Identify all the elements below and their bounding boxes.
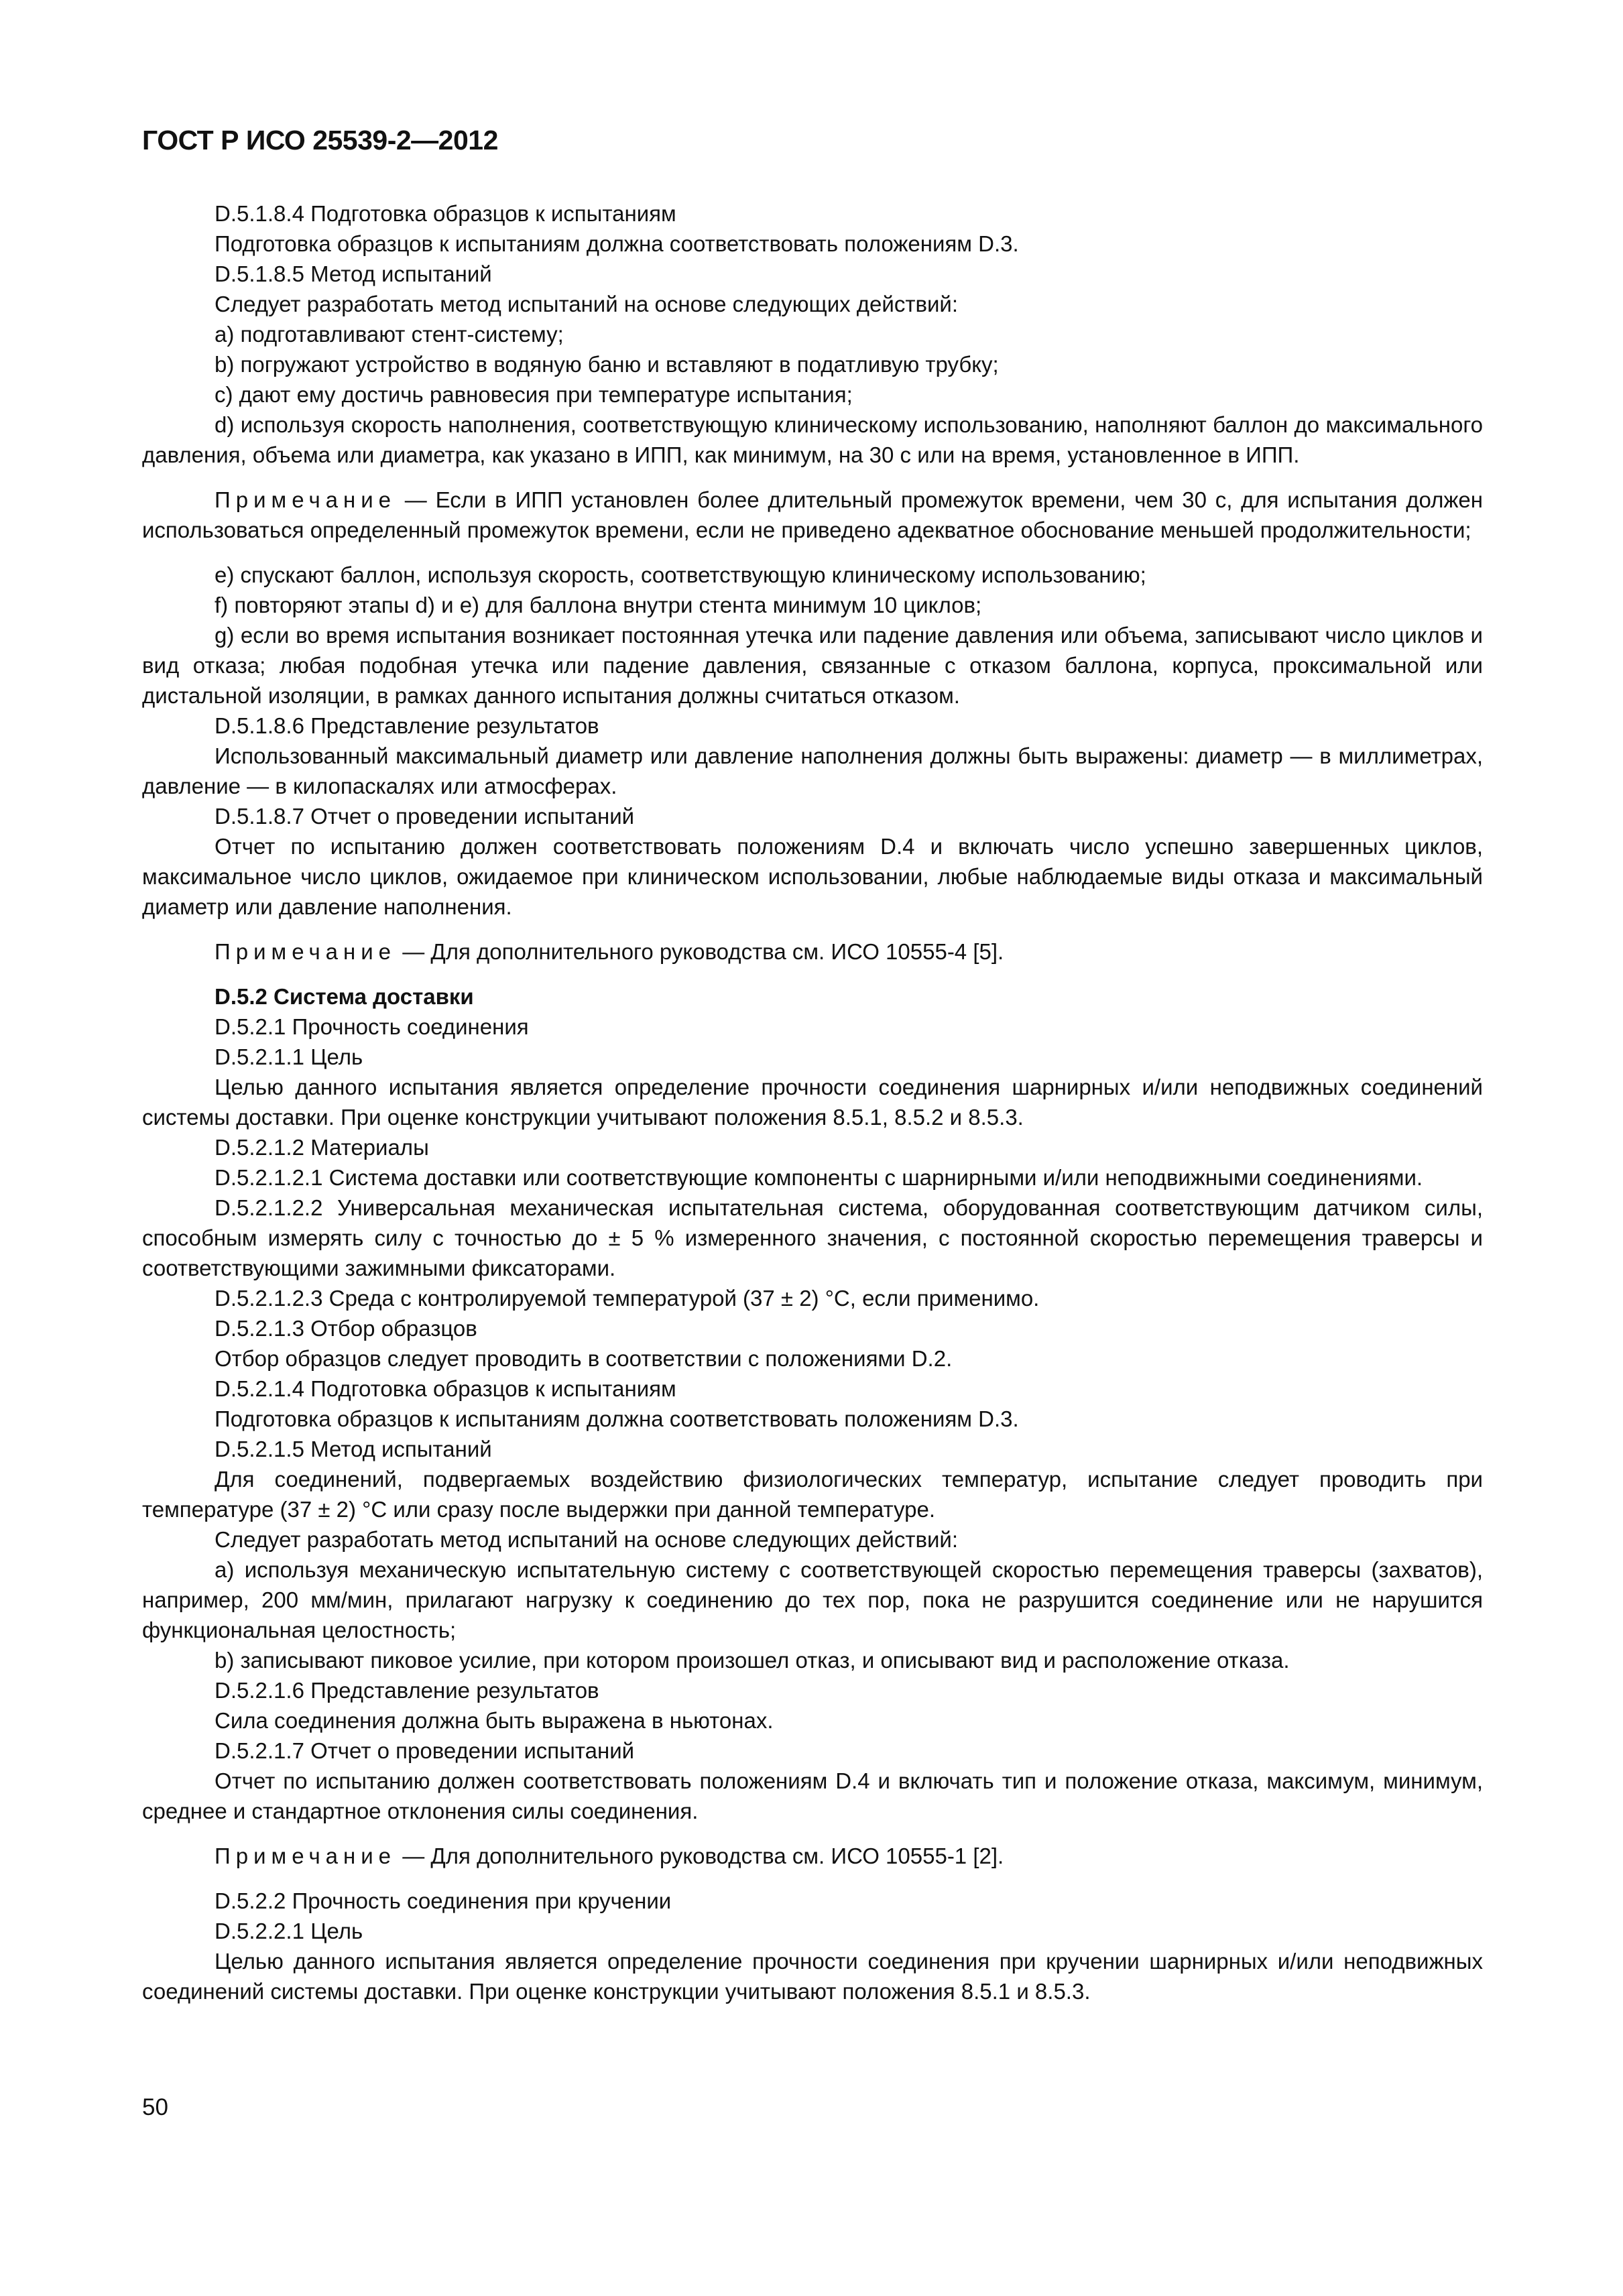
paragraph: Подготовка образцов к испытаниям должна соответствовать положениям D.3. bbox=[215, 231, 1019, 256]
list-item: e) спускают баллон, используя скорость, соответствующую клиническому использованию; bbox=[215, 562, 1146, 587]
paragraph: Подготовка образцов к испытаниям должна соответствовать положениям D.3. bbox=[215, 1406, 1019, 1431]
clause-heading: D.5.2.1.5 Метод испытаний bbox=[215, 1437, 492, 1461]
clause-heading: D.5.2.1.3 Отбор образцов bbox=[215, 1316, 477, 1341]
paragraph: D.5.2.1.2.2 Универсальная механическая испытательная система, оборудованная соответствующим датчиком силы, способным измерять силу с точностью до ± 5 % измеренного значения, с постоянной скоростью перемещения траверсы и соответствующими зажимными фиксаторами. bbox=[142, 1195, 1483, 1280]
paragraph: Отчет по испытанию должен соответствовать положениям D.4 и включать тип и положение отказа, максимум, минимум, среднее и стандартное отклонения силы соединения. bbox=[142, 1768, 1483, 1823]
paragraph: Следует разработать метод испытаний на основе следующих действий: bbox=[215, 1527, 959, 1552]
paragraph: Использованный максимальный диаметр или давление наполнения должны быть выражены: диаметр — в миллиметрах, давление — в килопаскалях или атмосферах. bbox=[142, 743, 1483, 798]
list-item: b) записывают пиковое усилие, при котором произошел отказ, и описывают вид и расположение отказа. bbox=[215, 1648, 1290, 1673]
list-item: g) если во время испытания возникает постоянная утечка или падение давления или объема, записывают число циклов и вид отказа; любая подобная утечка или падение давления, связанные с отказом баллона, корпуса, проксимальной или дистальной изоляции, в рамках данного испытания должны считаться отказом. bbox=[142, 623, 1483, 708]
note-label: Примечание bbox=[215, 1844, 397, 1868]
list-item: a) используя механическую испытательную систему с соответствующей скоростью перемещения траверсы (захватов), например, 200 мм/мин, прилагают нагрузку к соединению до тех пор, пока не разрушится соединение или не нарушится функциональная целостность; bbox=[142, 1557, 1483, 1642]
paragraph: Для соединений, подвергаемых воздействию физиологических температур, испытание следует проводить при температуре (37 ± 2) °C или сразу после выдержки при данной температуре. bbox=[142, 1467, 1483, 1522]
paragraph: Целью данного испытания является определение прочности соединения при кручении шарнирных и/или неподвижных соединений системы доставки. При оценке конструкции учитывают положения 8.5.1 и 8.5.3. bbox=[142, 1949, 1483, 2004]
list-item: a) подготавливают стент-систему; bbox=[215, 322, 564, 347]
note-text: — Для дополнительного руководства см. ИСО 10555-4 [5]. bbox=[402, 939, 1004, 964]
note-paragraph bbox=[142, 1841, 1483, 1871]
clause-heading: D.5.2.2 Прочность соединения при кручении bbox=[215, 1888, 672, 1913]
paragraph: D.5.2.1.2.1 Система доставки или соответствующие компоненты с шарнирными и/или неподвижными соединениями. bbox=[215, 1165, 1423, 1190]
note-label: Примечание bbox=[215, 487, 397, 512]
clause-heading: D.5.2.1.1 Цель bbox=[215, 1044, 363, 1069]
page-number: 50 bbox=[142, 2094, 168, 2120]
document-body bbox=[142, 198, 1483, 2006]
clause-heading: D.5.1.8.6 Представление результатов bbox=[215, 713, 599, 738]
section-heading: D.5.2 Система доставки bbox=[215, 984, 474, 1009]
paragraph: Следует разработать метод испытаний на основе следующих действий: bbox=[215, 292, 959, 316]
list-item: c) дают ему достичь равновесия при температуре испытания; bbox=[215, 382, 853, 407]
paragraph: Отбор образцов следует проводить в соответствии с положениями D.2. bbox=[215, 1346, 953, 1371]
list-item: f) повторяют этапы d) и e) для баллона внутри стента минимум 10 циклов; bbox=[215, 593, 982, 617]
paragraph: D.5.2.1.2.3 Среда с контролируемой температурой (37 ± 2) °C, если применимо. bbox=[215, 1286, 1040, 1311]
clause-heading: D.5.2.1.4 Подготовка образцов к испытаниям bbox=[215, 1376, 676, 1401]
note-label: Примечание bbox=[215, 939, 397, 964]
note-paragraph bbox=[142, 485, 1483, 545]
clause-heading: D.5.2.1.6 Представление результатов bbox=[215, 1678, 599, 1703]
paragraph: Сила соединения должна быть выражена в ньютонах. bbox=[215, 1708, 774, 1733]
standard-header: ГОСТ Р ИСО 25539-2—2012 bbox=[142, 125, 498, 156]
note-paragraph bbox=[142, 936, 1483, 967]
clause-heading: D.5.2.1 Прочность соединения bbox=[215, 1014, 529, 1039]
clause-heading: D.5.1.8.4 Подготовка образцов к испытаниям bbox=[215, 201, 676, 226]
clause-heading: D.5.2.2.1 Цель bbox=[215, 1919, 363, 1943]
paragraph: Целью данного испытания является определение прочности соединения шарнирных и/или неподвижных соединений системы доставки. При оценке конструкции учитывают положения 8.5.1, 8.5.2 и 8.5.3. bbox=[142, 1075, 1483, 1130]
clause-heading: D.5.1.8.5 Метод испытаний bbox=[215, 261, 492, 286]
clause-heading: D.5.2.1.7 Отчет о проведении испытаний bbox=[215, 1738, 635, 1763]
list-item: d) используя скорость наполнения, соответствующую клиническому использованию, наполняют баллон до максимального давления, объема или диаметра, как указано в ИПП, как минимум, на 30 с или на время, установленное в ИПП. bbox=[142, 412, 1483, 467]
paragraph: Отчет по испытанию должен соответствовать положениям D.4 и включать число успешно завершенных циклов, максимальное число циклов, ожидаемое при клиническом использовании, любые наблюдаемые виды отказа и максимальный диаметр или давление наполнения. bbox=[142, 834, 1483, 919]
list-item: b) погружают устройство в водяную баню и вставляют в податливую трубку; bbox=[215, 352, 999, 377]
note-text: — Если в ИПП установлен более длительный промежуток времени, чем 30 с, для испытания должен использоваться определенный промежуток времени, если не приведено адекватное обоснование меньшей продолжительности; bbox=[142, 487, 1483, 542]
clause-heading: D.5.2.1.2 Материалы bbox=[215, 1135, 429, 1160]
clause-heading: D.5.1.8.7 Отчет о проведении испытаний bbox=[215, 804, 635, 829]
note-text: — Для дополнительного руководства см. ИСО 10555-1 [2]. bbox=[402, 1844, 1004, 1868]
